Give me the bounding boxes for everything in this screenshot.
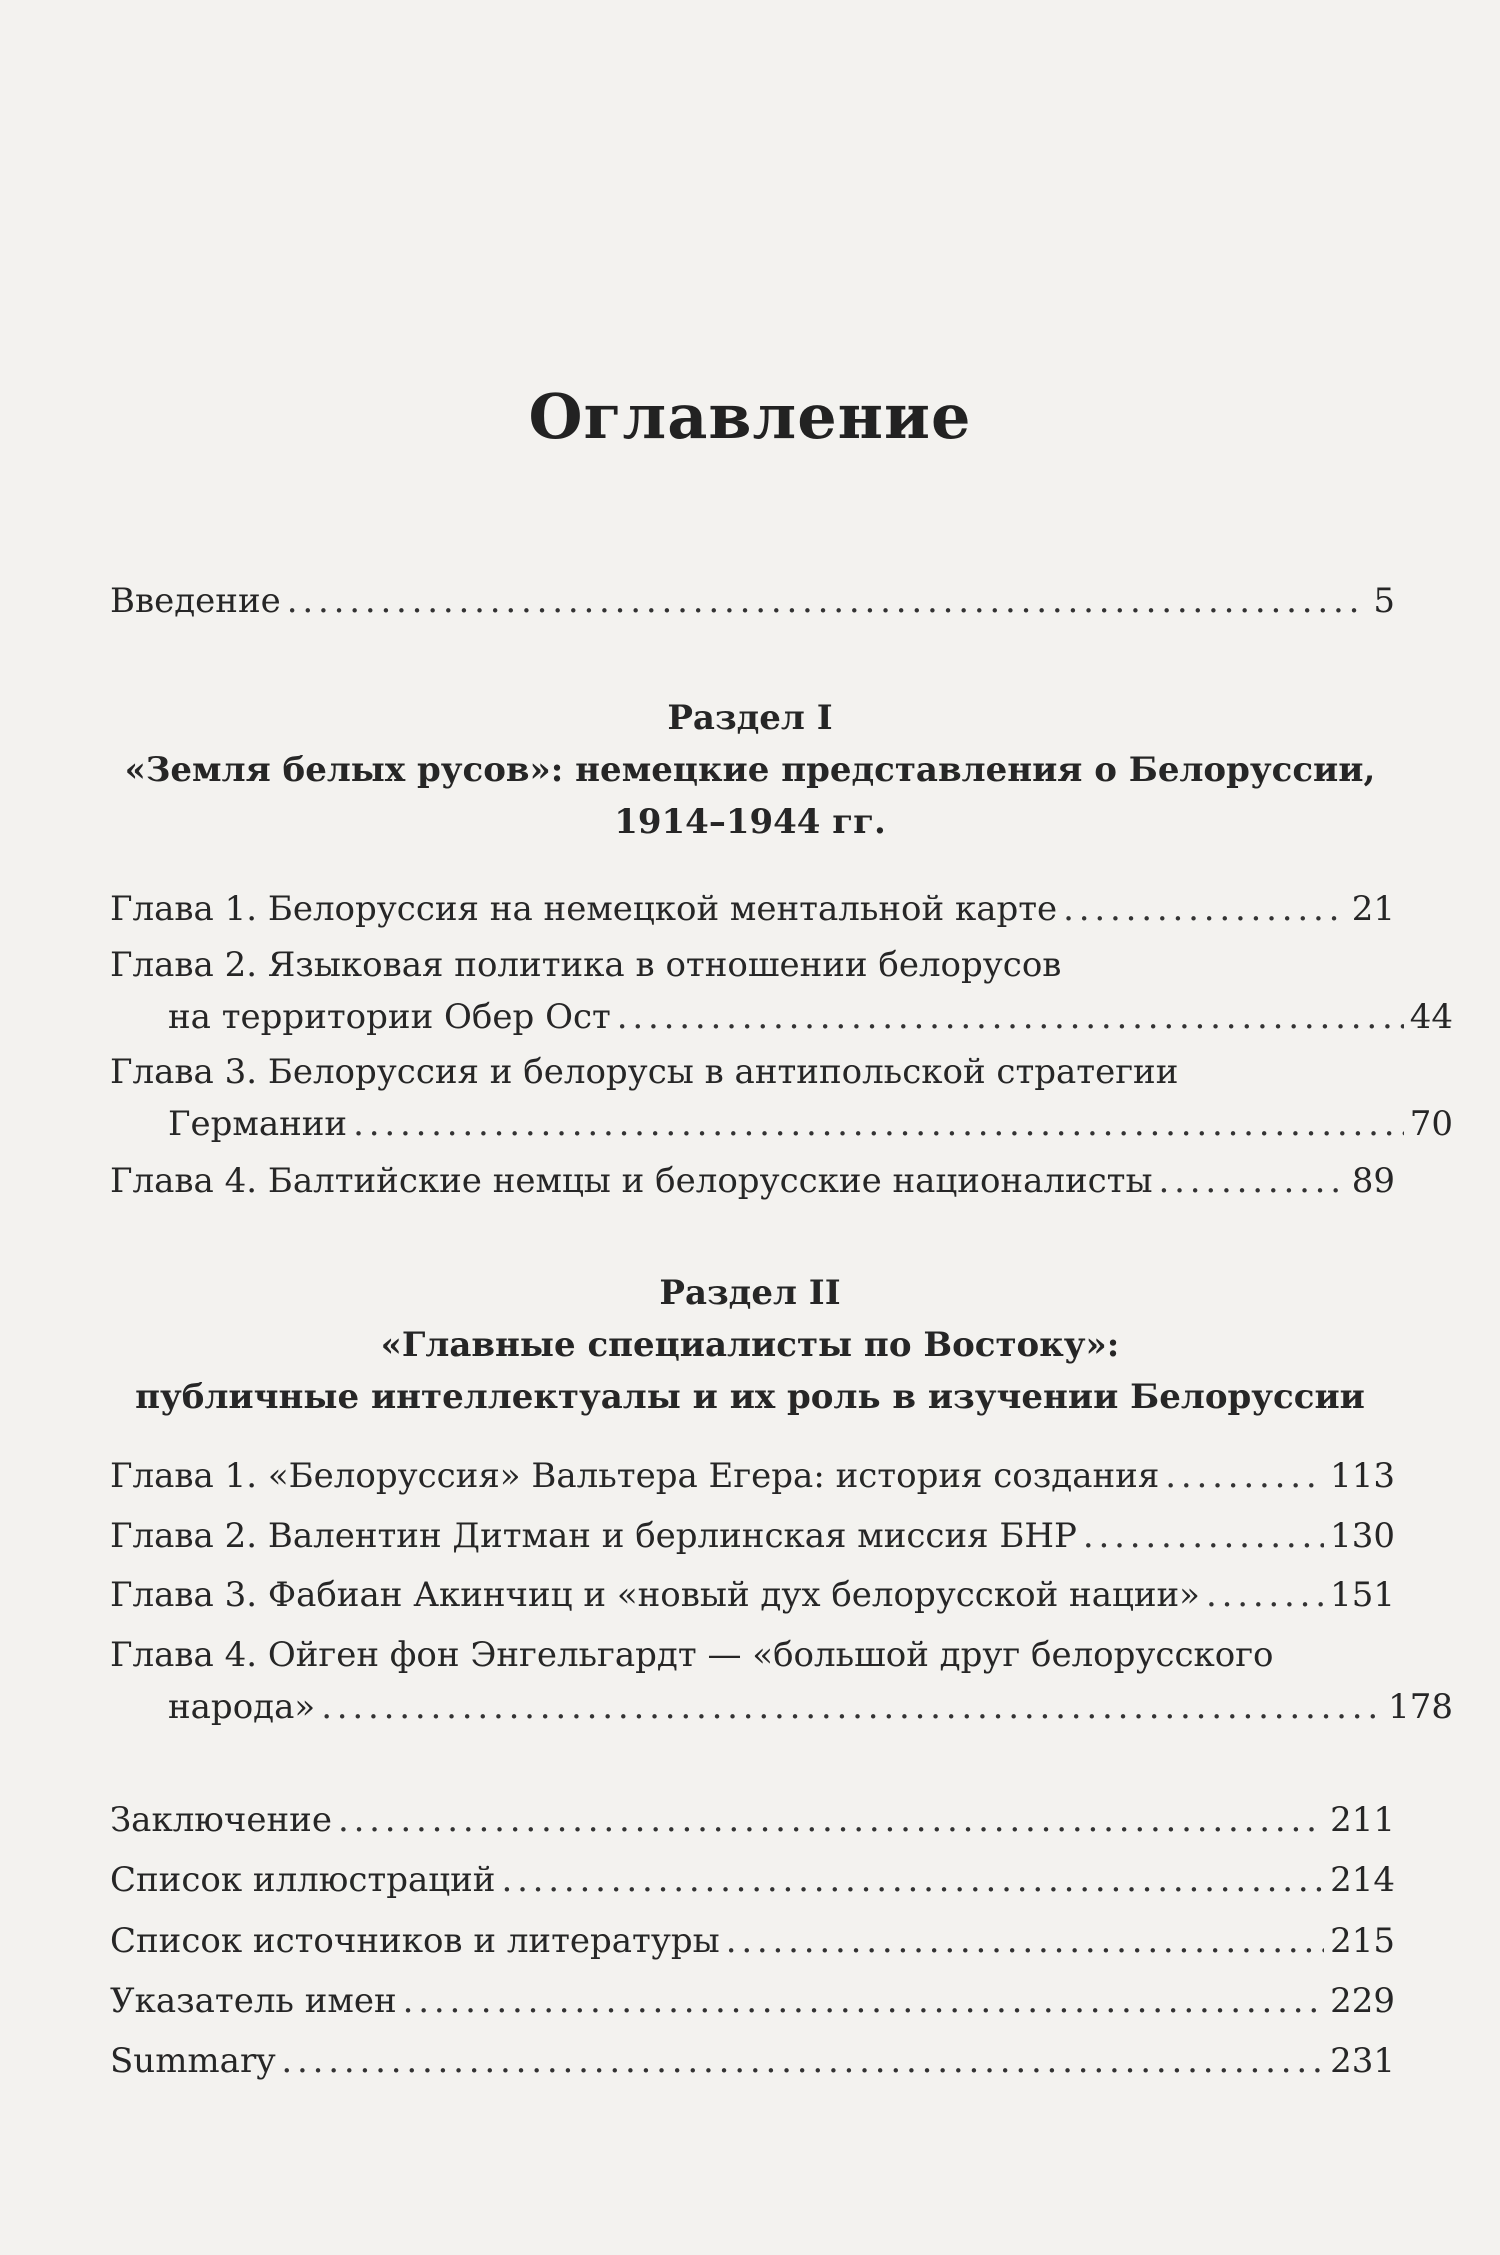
section-2-title-line-2: публичные интеллектуалы и их роль в изучении Белоруссии	[135, 1377, 1365, 1417]
section-1-title-line-1: «Земля белых русов»: немецкие представления о Белоруссии,	[124, 750, 1376, 790]
entry-title: Глава 4. Балтийские немцы и белорусские националисты	[110, 1161, 1153, 1201]
page-number: 214	[1330, 1860, 1395, 1900]
page-number: 215	[1330, 1921, 1395, 1961]
toc-entry-sources	[110, 1915, 1395, 1967]
entry-title: Глава 2. Валентин Дитман и берлинская миссия БНР	[110, 1516, 1077, 1556]
toc-entry-s1-ch2	[110, 939, 1453, 1043]
section-2-title-line-1: «Главные специалисты по Востоку»:	[380, 1325, 1120, 1365]
page-number: 178	[1388, 1687, 1453, 1727]
toc-entry-s2-ch3	[110, 1569, 1395, 1621]
page-number: 231	[1330, 2041, 1395, 2081]
entry-title-line-2: на территории Обер Ост	[168, 997, 611, 1037]
page-title: Оглавление	[528, 380, 972, 453]
entry-title: Глава 1. «Белоруссия» Вальтера Егера: история создания	[110, 1456, 1160, 1496]
leader-dots	[726, 1915, 1324, 1967]
toc-entry-conclusion	[110, 1794, 1395, 1846]
entry-title: Summary	[110, 2041, 276, 2081]
page-number: 5	[1373, 581, 1395, 621]
leader-dots	[1063, 883, 1346, 935]
leader-dots	[321, 1681, 1382, 1733]
toc-entry-s2-ch4	[110, 1629, 1453, 1733]
page-number: 229	[1330, 1981, 1395, 2021]
toc-entry-s1-ch3	[110, 1046, 1453, 1150]
entry-title-line-1: Глава 3. Белоруссия и белорусы в антипольской стратегии	[110, 1052, 1179, 1092]
leader-dots	[1159, 1155, 1346, 1207]
leader-dots	[338, 1794, 1324, 1846]
section-1-label: Раздел I	[667, 698, 833, 738]
leader-dots	[617, 991, 1404, 1043]
toc-entry-s1-ch4	[110, 1155, 1395, 1207]
page-number: 130	[1330, 1516, 1395, 1556]
entry-title-line-1: Глава 4. Ойген фон Энгельгардт — «большой друг белорусского	[110, 1635, 1274, 1675]
toc-entry-s2-ch2	[110, 1510, 1395, 1562]
page-number: 44	[1409, 997, 1453, 1037]
toc-entry-illustrations	[110, 1854, 1395, 1906]
toc-entry-s1-ch1	[110, 883, 1395, 935]
page-number: 211	[1330, 1800, 1395, 1840]
toc-entry-introduction	[110, 575, 1395, 627]
entry-title-line-2: народа»	[168, 1687, 316, 1727]
page-number: 113	[1330, 1456, 1395, 1496]
section-2-label: Раздел II	[659, 1273, 841, 1313]
leader-dots	[1083, 1510, 1324, 1562]
entry-title: Список источников и литературы	[110, 1921, 720, 1961]
leader-dots	[1165, 1450, 1324, 1502]
entry-title-line-2: Германии	[168, 1104, 348, 1144]
entry-title: Список иллюстраций	[110, 1860, 496, 1900]
leader-dots	[1206, 1569, 1324, 1621]
entry-title: Указатель имен	[110, 1981, 397, 2021]
section-1-title-line-2: 1914–1944 гг.	[614, 802, 886, 842]
page-number: 70	[1409, 1104, 1453, 1144]
toc-entry-name-index	[110, 1975, 1395, 2027]
leader-dots	[287, 575, 1368, 627]
page-number: 89	[1351, 1161, 1395, 1201]
entry-title: Введение	[110, 581, 281, 621]
entry-title: Глава 1. Белоруссия на немецкой ментальной карте	[110, 889, 1058, 929]
entry-title: Глава 3. Фабиан Акинчиц и «новый дух белорусской нации»	[110, 1575, 1200, 1615]
leader-dots	[281, 2035, 1324, 2087]
toc-entry-summary	[110, 2035, 1395, 2087]
toc-entry-s2-ch1	[110, 1450, 1395, 1502]
entry-title: Заключение	[110, 1800, 332, 1840]
page-number: 21	[1351, 889, 1395, 929]
section-1-heading	[0, 692, 1500, 848]
section-2-heading	[0, 1267, 1500, 1423]
entry-title-line-1: Глава 2. Языковая политика в отношении белорусов	[110, 945, 1062, 985]
leader-dots	[501, 1854, 1324, 1906]
leader-dots	[403, 1975, 1324, 2027]
leader-dots	[353, 1098, 1404, 1150]
page-number: 151	[1330, 1575, 1395, 1615]
